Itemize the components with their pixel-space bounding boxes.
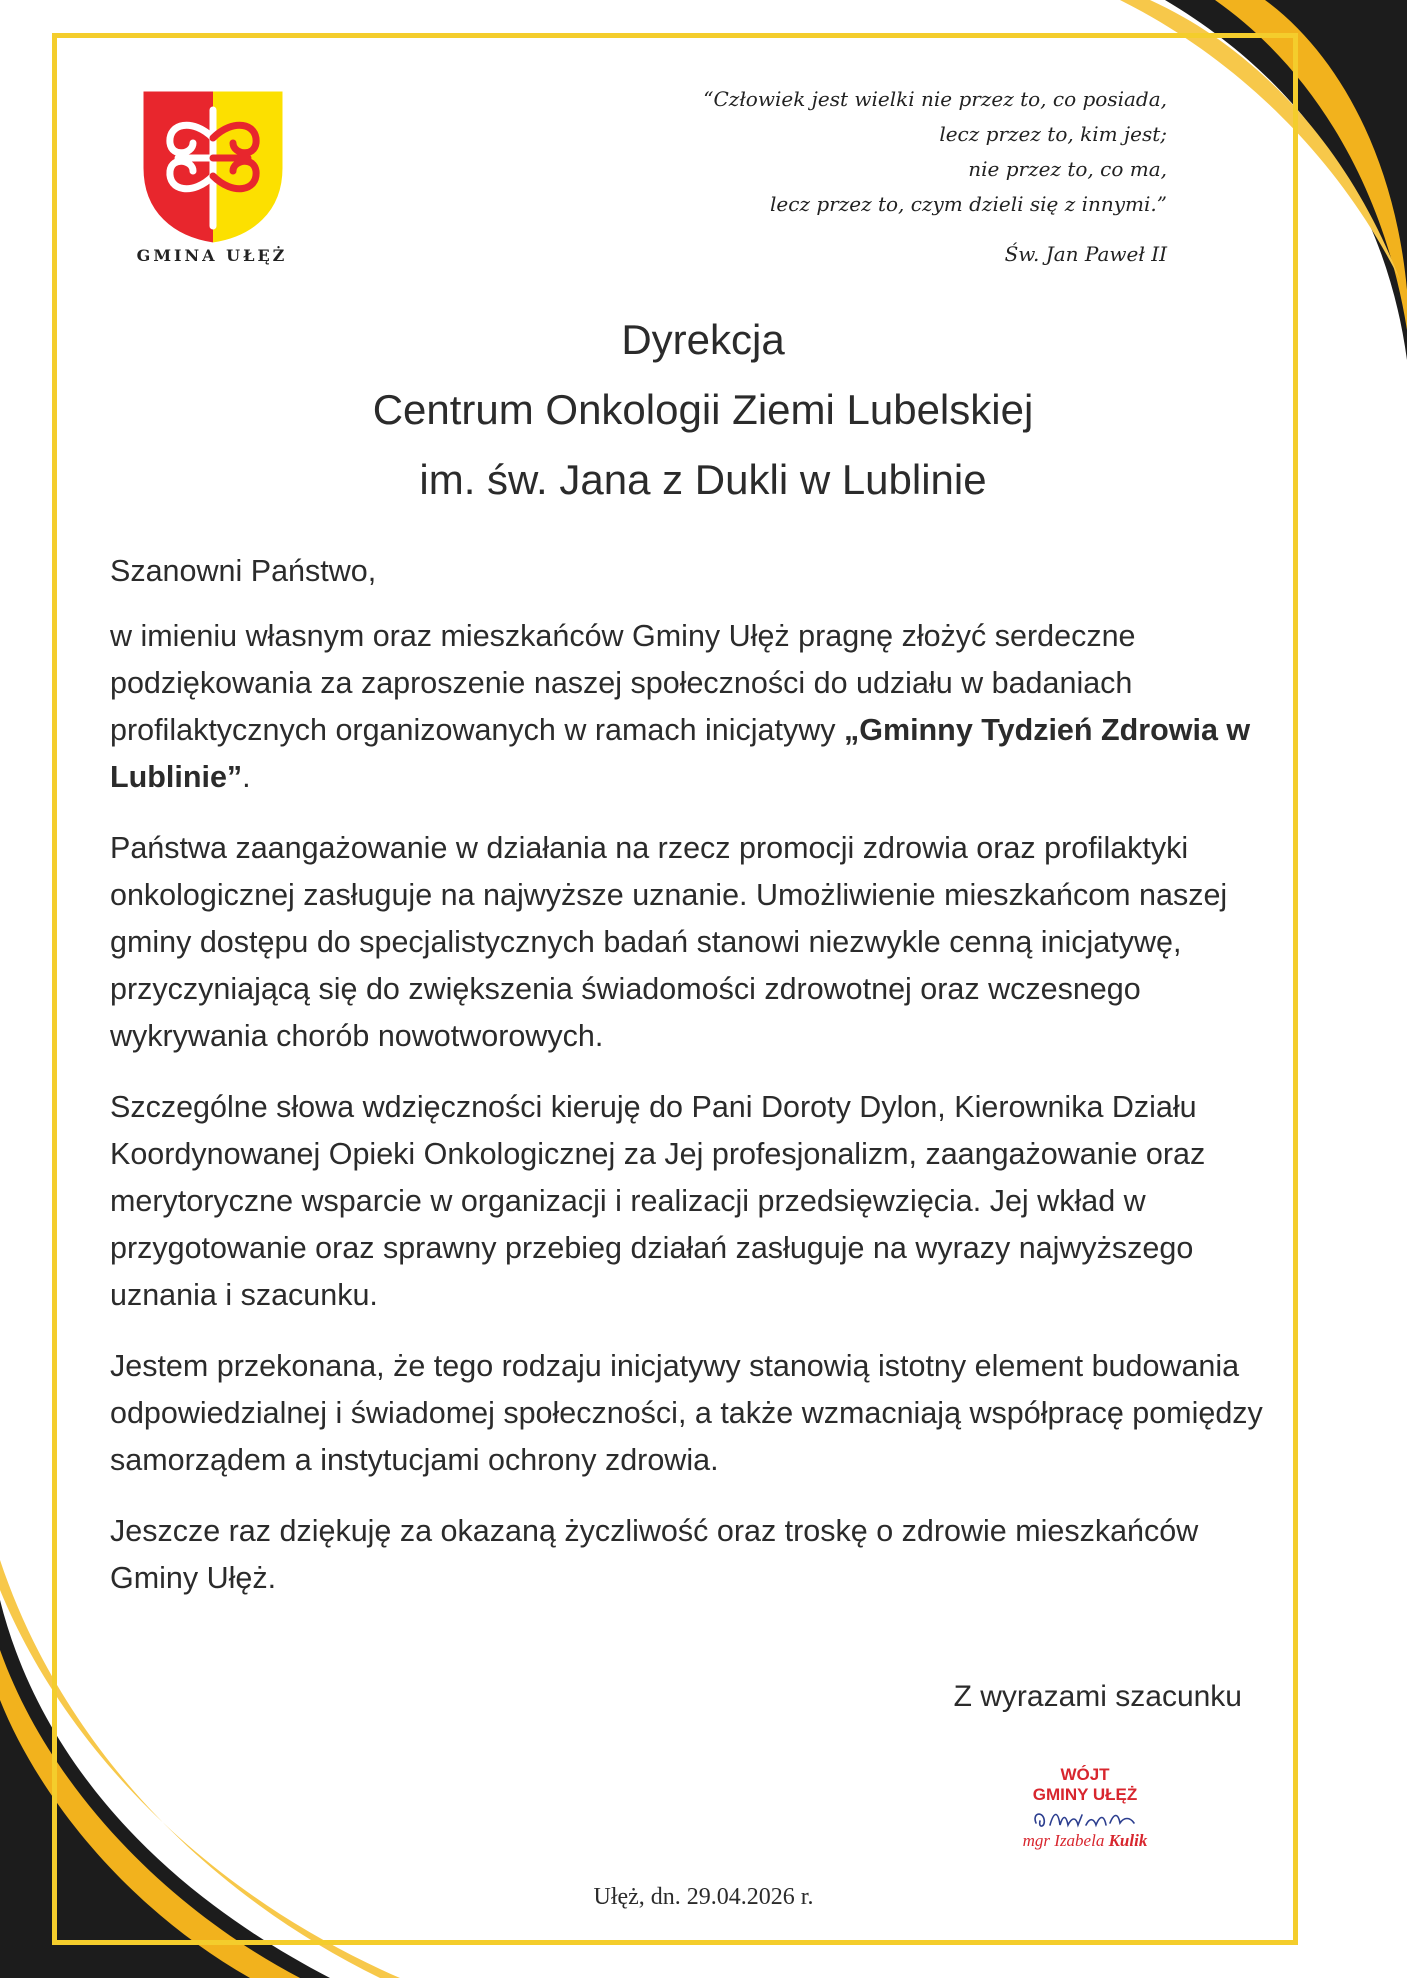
- letter-paragraph-5: Jeszcze raz dziękuję za okazaną życzliwość oraz troskę o zdrowie mieszkańców Gminy Ułęż.: [110, 1514, 1199, 1595]
- letter-paragraph-2: Państwa zaangażowanie w działania na rzecz promocji zdrowia oraz profilaktyki onkologicznej zasługuje na najwyższe uznanie. Umożliwienie mieszkańcom naszej gminy dostępu do specjalistycznych badań stanowi niezwykle cenną inicjatywę, przyczyniającą się do zwiększenia świadomości zdrowotnej oraz wczesnego wykrywania chorób nowotworowych.: [110, 831, 1228, 1053]
- place-and-date: Ułęż, dn. 29.04.2026 r.: [593, 1884, 814, 1910]
- motto-author: Św. Jan Paweł II: [1004, 242, 1167, 266]
- heading-line: im. św. Jana z Dukli w Lublinie: [419, 456, 987, 503]
- heading-line: Centrum Onkologii Ziemi Lubelskiej: [372, 386, 1034, 433]
- motto-quote: [647, 82, 1167, 222]
- letter-greeting: Szanowni Państwo,: [110, 554, 377, 588]
- stamp-office: GMINY UŁĘŻ: [1032, 1785, 1138, 1804]
- letter-body: [110, 548, 1290, 1626]
- signatory-name: [990, 1831, 1180, 1851]
- letter-paragraph-3: Szczególne słowa wdzięczności kieruję do Pani Doroty Dylon, Kierownika Działu Koordynowanej Opieki Onkologicznej za Jej profesjonalizm, zaangażowanie oraz merytoryczne wsparcie w organizacji i realizacji przedsięwzięcia. Jej wkład w przygotowanie oraz sprawny przebieg działań zasługuje na wyrazy najwyższego uznania i szacunku.: [110, 1090, 1206, 1312]
- signatory-surname: Kulik: [1108, 1831, 1148, 1850]
- stamp-title: WÓJT: [1060, 1765, 1110, 1784]
- heading-line: Dyrekcja: [621, 316, 785, 363]
- letter-closing: Z wyrazami szacunku: [953, 1680, 1242, 1713]
- letter-heading: [150, 305, 1256, 515]
- official-stamp: [990, 1765, 1180, 1851]
- letter-paragraph-1: [110, 613, 1290, 801]
- paragraph-text: w imieniu własnym oraz mieszkańców Gminy Ułęż pragnę złożyć serdeczne podziękowania za zaproszenie naszej społeczności do udziału w badaniach profilaktycznych organizowanych w ramach inicjatywy: [110, 619, 1136, 747]
- initiative-name: „Gminny Tydzień Zdrowia w Lublinie”: [110, 713, 1251, 794]
- gmina-label: GMINA UŁĘŻ: [136, 246, 288, 265]
- gmina-crest-icon: [138, 88, 288, 272]
- signature-icon: [1030, 1807, 1140, 1833]
- motto-line: lecz przez to, czym dzieli się z innymi.”: [770, 192, 1167, 216]
- signatory-title: mgr Izabela: [1022, 1831, 1109, 1850]
- motto-line: lecz przez to, kim jest;: [939, 122, 1167, 146]
- motto-line: “Człowiek jest wielki nie przez to, co posiada,: [703, 87, 1167, 111]
- letter-paragraph-4: Jestem przekonana, że tego rodzaju inicjatywy stanowią istotny element budowania odpowiedzialnej i świadomej społeczności, a także wzmacniają współpracę pomiędzy samorządem a instytucjami ochrony zdrowia.: [110, 1349, 1263, 1477]
- paragraph-end: .: [242, 760, 251, 794]
- motto-line: nie przez to, co ma,: [968, 157, 1167, 181]
